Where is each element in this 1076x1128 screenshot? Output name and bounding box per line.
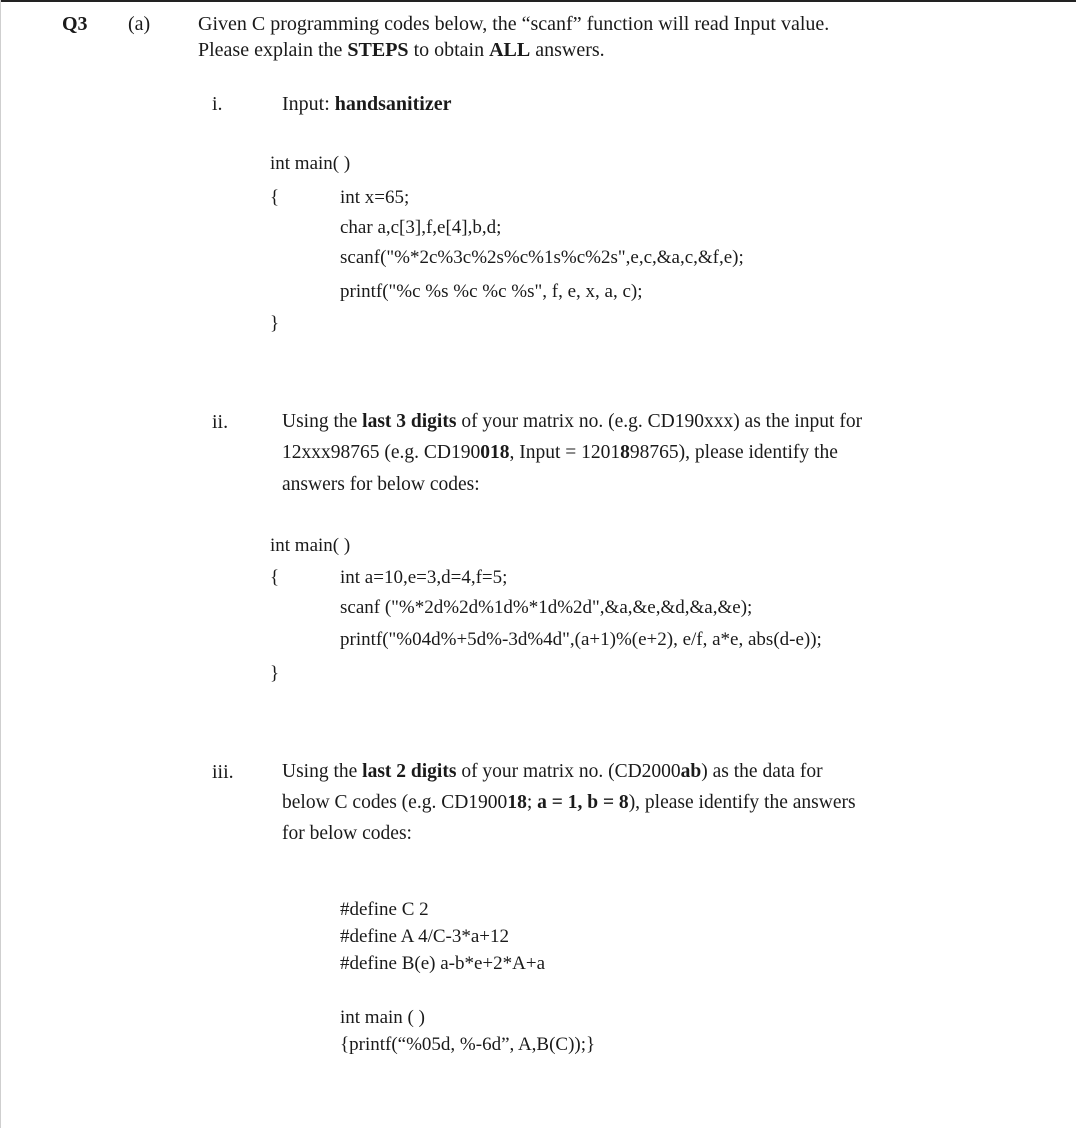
code-line: } xyxy=(270,663,280,684)
code-line: scanf ("%*2d%2d%1d%*1d%2d",&a,&e,&d,&a,&e); xyxy=(340,597,753,618)
part-ii-line-1: Using the last 3 digits of your matrix no. (e.g. CD190xxx) as the input for xyxy=(282,411,863,432)
part-iii-line-3: for below codes: xyxy=(282,823,412,844)
intro-line-1: Given C programming codes below, the “scanf” function will read Input value. xyxy=(198,13,830,35)
code-line: int main( ) xyxy=(270,153,351,174)
intro-line-2: Please explain the STEPS to obtain ALL answers. xyxy=(198,39,605,61)
part-iii-line-1: Using the last 2 digits of your matrix no. (CD2000ab) as the data for xyxy=(282,761,823,782)
part-iii-label: iii. xyxy=(212,761,234,783)
part-i-label: i. xyxy=(212,93,223,115)
code-line: printf("%c %s %c %c %s", f, e, x, a, c); xyxy=(340,281,643,302)
code-line: char a,c[3],f,e[4],b,d; xyxy=(340,217,502,238)
code-line: { xyxy=(270,567,280,588)
question-part: (a) xyxy=(128,13,151,35)
code-line: int x=65; xyxy=(340,187,410,208)
part-iii-line-2: below C codes (e.g. CD190018; a = 1, b = 8), please identify the answers xyxy=(282,792,856,813)
code-line: printf("%04d%+5d%-3d%4d",(a+1)%(e+2), e/f, a*e, abs(d-e)); xyxy=(340,629,822,650)
part-i-input: Input: handsanitizer xyxy=(282,93,452,115)
part-ii-label: ii. xyxy=(212,411,229,433)
code-line: int a=10,e=3,d=4,f=5; xyxy=(340,567,508,588)
define-line: #define C 2 xyxy=(340,899,429,920)
code-line: {printf(“%05d, %-6d”, A,B(C));} xyxy=(340,1034,596,1055)
left-rule xyxy=(0,0,1,1128)
code-line: int main( ) xyxy=(270,535,351,556)
code-line: { xyxy=(270,187,280,208)
top-rule xyxy=(0,0,1076,2)
part-ii-line-2: 12xxx98765 (e.g. CD190018, Input = 1201898765), please identify the xyxy=(282,442,838,463)
part-ii-line-3: answers for below codes: xyxy=(282,474,480,495)
code-line: int main ( ) xyxy=(340,1007,425,1028)
code-line: } xyxy=(270,313,280,334)
define-line: #define A 4/C-3*a+12 xyxy=(340,926,510,947)
code-line: scanf("%*2c%3c%2s%c%1s%c%2s",e,c,&a,c,&f,e); xyxy=(340,247,744,268)
question-number: Q3 xyxy=(62,13,88,35)
define-line: #define B(e) a-b*e+2*A+a xyxy=(340,953,546,974)
